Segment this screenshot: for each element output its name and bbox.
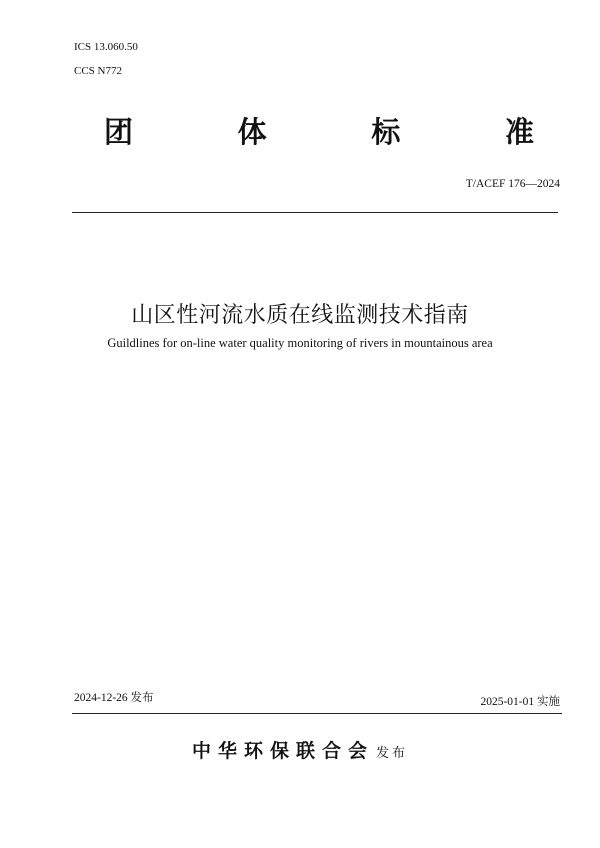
standard-type-heading — [104, 112, 534, 152]
standard-type-char: 准 — [504, 115, 534, 149]
top-divider — [72, 212, 558, 213]
publisher-name: 中华环保联合会 — [191, 740, 374, 762]
implementation-date: 2025-01-01 实施 — [480, 696, 560, 708]
standard-type-char: 标 — [371, 115, 401, 149]
ics-code: ICS 13.060.50 — [74, 41, 138, 53]
issue-date: 2024-12-26 发布 — [74, 692, 154, 704]
document-title-english: Guildlines for on-line water quality monitoring of rivers in mountainous area — [107, 336, 493, 350]
document-title-chinese: 山区性河流水质在线监测技术指南 — [131, 303, 469, 328]
ccs-code: CCS N772 — [74, 65, 122, 77]
publisher-line — [0, 736, 600, 763]
standard-code: T/ACEF 176—2024 — [465, 178, 560, 190]
standard-type-char: 体 — [237, 115, 267, 149]
standard-type-char: 团 — [104, 115, 134, 149]
bottom-divider — [72, 713, 562, 714]
publisher-action: 发布 — [376, 746, 409, 761]
